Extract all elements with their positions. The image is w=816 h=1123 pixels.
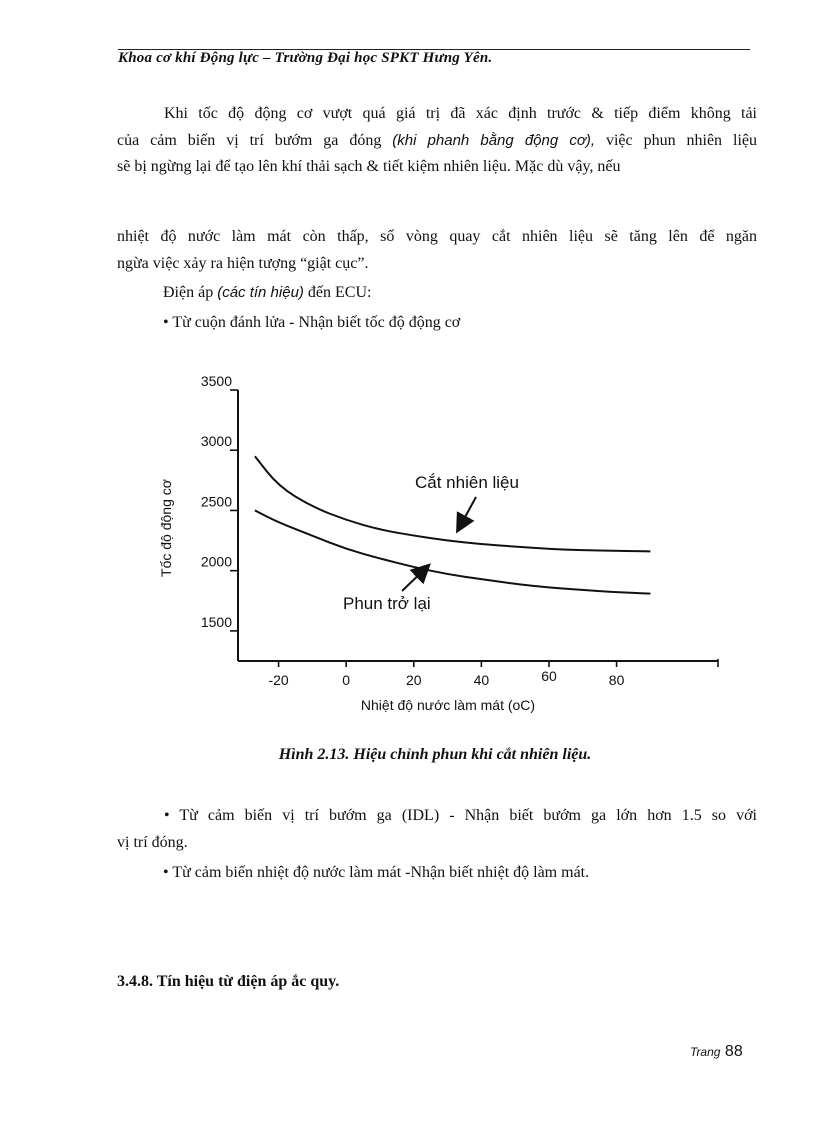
bullet-throttle-sensor [117,803,757,856]
annotation-fuel-resume: Phun trở lại [343,594,431,613]
y-axis-title: Tốc độ động cơ [158,479,174,577]
figure-caption: Hình 2.13. Hiệu chỉnh phun khi cắt nhiên liệu. [278,746,592,763]
page-number-value: 88 [724,1043,743,1060]
italic-run: (khi phanh bằng động cơ), [392,131,596,149]
x-tick-label: 60 [541,668,557,684]
text-run: việc phun nhiên liệu [595,131,757,149]
chart-axes [201,373,718,688]
x-tick-label: 0 [342,672,351,688]
bullet-ignition-coil: • Từ cuộn đánh lửa - Nhận biết tốc độ động cơ [163,314,461,331]
text-run: của cảm biến vị trí bướm ga đóng [117,131,393,149]
y-tick-label: 2000 [200,553,232,570]
text-run: đến ECU: [303,284,372,301]
page-number [690,1043,743,1061]
annotation-arrow [458,497,476,530]
y-tick-label: 3000 [200,433,232,450]
annotation-arrow [402,566,428,591]
x-tick-label: -20 [268,672,289,688]
page-label: Trang [690,1045,721,1059]
paragraph-line: Khi tốc độ động cơ vượt quá giá trị đã xác định trước & tiếp điểm không tải [164,105,757,122]
y-tick-label: 2500 [200,493,232,510]
series-line-fuel-resume [255,510,651,593]
paragraph-line: sẽ bị ngừng lại để tạo lên khí thải sạch & tiết kiệm nhiên liệu. Mặc dù vậy, nếu [117,158,621,175]
x-axis-title: Nhiệt độ nước làm mát (oC) [360,697,536,713]
text-run: Điện áp [163,284,218,301]
page-header: Khoa cơ khí Động lực – Trường Đại học SPKT Hưng Yên. [118,50,493,66]
annotation-fuel-cut: Cắt nhiên liệu [415,473,519,492]
paragraph-line: ngừa việc xảy ra hiện tượng “giật cục”. [117,254,369,272]
bullet-coolant-sensor: • Từ cảm biến nhiệt độ nước làm mát -Nhận biết nhiệt độ làm mát. [163,864,590,881]
paragraph-line: vị trí đóng. [117,833,188,851]
x-tick-label: 20 [405,672,422,688]
italic-run: (các tín hiệu) [217,284,304,301]
section-title: 3.4.8. Tín hiệu từ điện áp ắc quy. [117,973,340,990]
paragraph-line: nhiệt độ nước làm mát còn thấp, số vòng quay cắt nhiên liệu sẽ tăng lên để ngăn [117,228,757,245]
y-tick-label: 1500 [200,613,232,630]
y-tick-label: 3500 [200,373,232,389]
x-tick-label: 80 [608,672,625,688]
x-tick-label: 40 [473,672,490,688]
paragraph-line: • Từ cảm biến vị trí bướm ga (IDL) - Nhận biết bướm ga lớn hơn 1.5 so với [164,807,757,824]
